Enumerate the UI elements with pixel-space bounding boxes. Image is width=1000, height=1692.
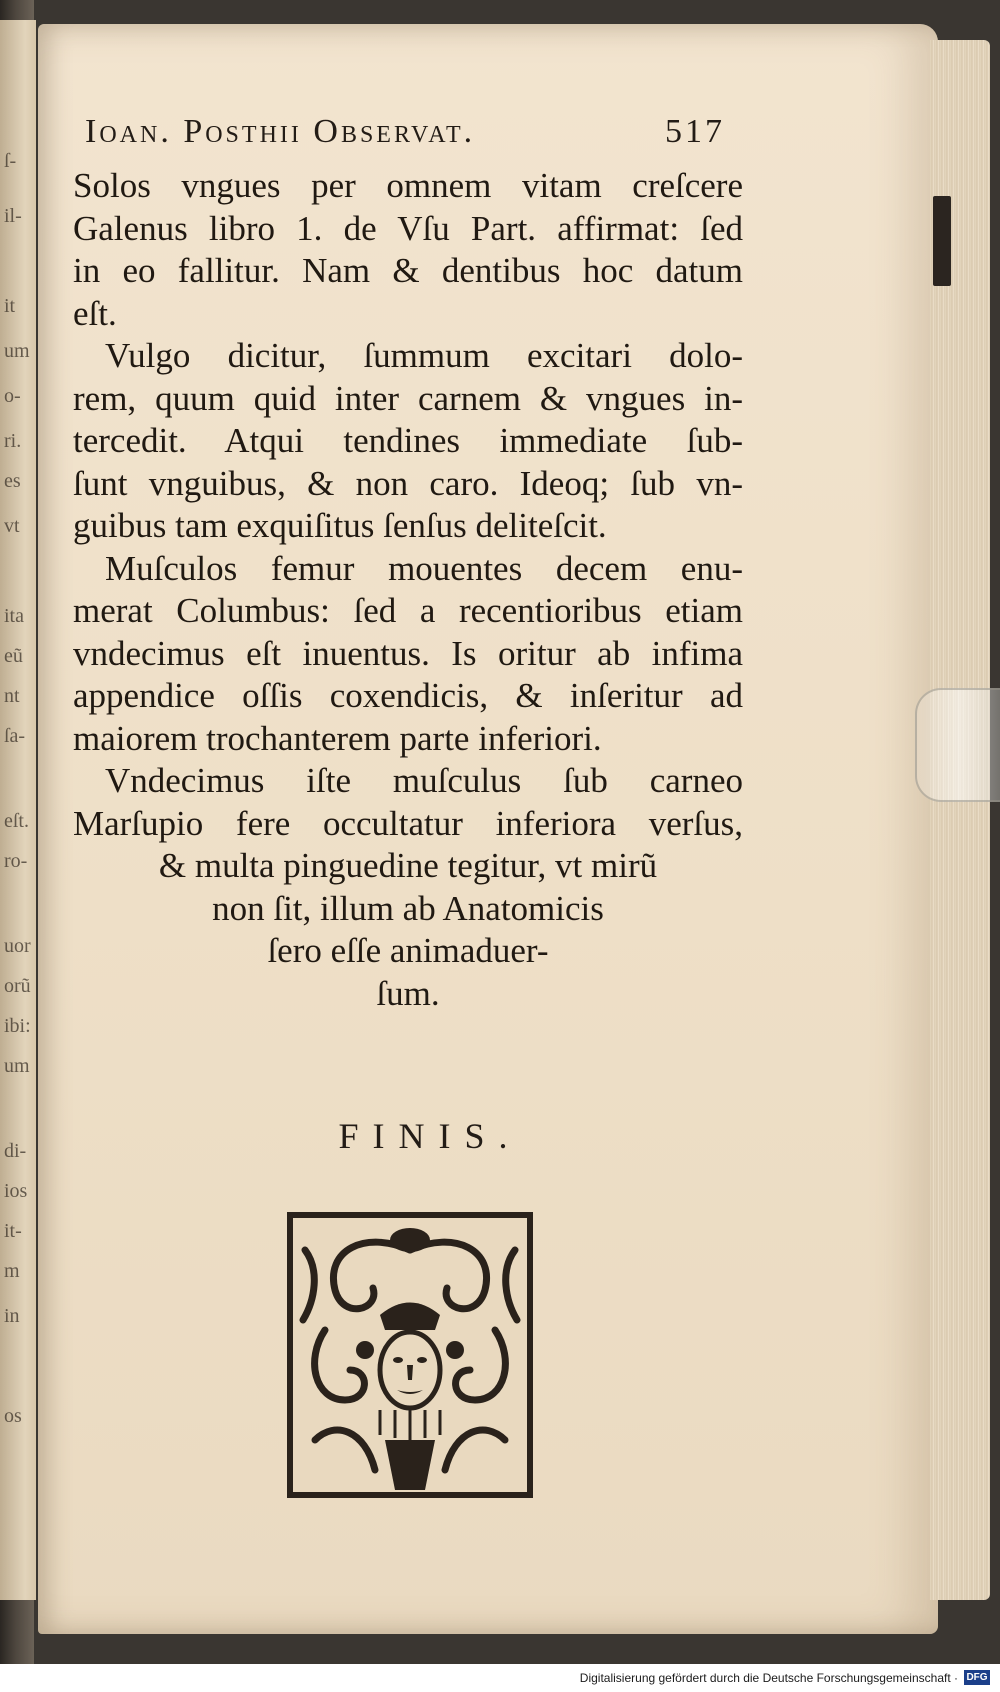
facing-page-fragment: eũ	[4, 645, 23, 667]
facing-page-fragment: uor	[4, 935, 31, 957]
finis-heading: FINIS.	[338, 1116, 522, 1156]
facing-page-fragment: in	[4, 1305, 20, 1327]
digitization-credit: Digitalisierung gefördert durch die Deutsche Forschungsgemeinschaft ·	[579, 1671, 958, 1685]
text-line: guibus tam exquiſitus ſenſus deliteſcit.	[73, 506, 607, 545]
facing-page-fragment: os	[4, 1405, 22, 1427]
text-line: ſero eſſe animaduer-	[267, 931, 549, 970]
facing-page-fragment: vt	[4, 515, 20, 537]
text-line: Solos vngues per omnem vitam creſcere	[73, 166, 743, 205]
page-clip	[915, 688, 1000, 802]
text-line: non ſit, illum ab Anatomicis	[212, 888, 604, 928]
facing-page-fragment: ibi:	[4, 1015, 31, 1037]
running-head-title: Ioan. Posthii Observat.	[85, 113, 476, 150]
text-line: appendice oſſis coxendicis, & inſeritur ad	[73, 676, 743, 715]
facing-page-fragment: nt	[4, 685, 20, 707]
dfg-logo: DFG	[964, 1670, 990, 1685]
text-line: ſum.	[376, 973, 440, 1013]
text-line: Marſupio fere occultatur inferiora verſus,	[73, 803, 743, 843]
facing-page-fragment: it	[4, 295, 16, 317]
facing-page-edge	[0, 20, 36, 1600]
text-line: Vndecimus iſte muſculus ſub carneo	[105, 761, 743, 800]
text-line: vndecimus eſt inuentus. Is oritur ab infima	[73, 633, 743, 673]
facing-page-fragment: orũ	[4, 975, 31, 997]
facing-page-fragment: ios	[4, 1180, 28, 1202]
text-line: tercedit. Atqui tendines immediate ſub-	[73, 421, 743, 460]
facing-page-fragment: di-	[4, 1140, 27, 1162]
facing-page-fragment: ita	[4, 605, 24, 627]
facing-page-fragment: il-	[4, 205, 22, 227]
facing-page-fragment: m	[4, 1260, 20, 1282]
body-text	[73, 165, 743, 1015]
facing-page-fragment: o-	[4, 385, 21, 407]
text-line: Muſculos femur mouentes decem enu-	[105, 548, 743, 588]
running-head	[85, 113, 725, 163]
text-line: Galenus libro 1. de Vſu Part. affirmat: ſed	[73, 208, 743, 248]
page-tab-marker	[933, 196, 951, 286]
facing-page-fragment: it-	[4, 1220, 22, 1242]
text-line: Vulgo dicitur, ſummum excitari dolo-	[105, 336, 743, 375]
facing-page-fragment: ri.	[4, 430, 22, 452]
facing-page-fragment: ro-	[4, 850, 28, 872]
facing-page-fragment: um	[4, 1055, 30, 1077]
text-line: merat Columbus: ſed a recentioribus etiam	[73, 591, 743, 630]
text-line: eſt.	[73, 293, 117, 333]
text-line: ſunt vnguibus, & non caro. Ideoq; ſub vn-	[73, 463, 743, 503]
facing-page-fragment: ſa-	[4, 725, 26, 747]
text-line: rem, quum quid inter carnem & vngues in-	[73, 378, 743, 418]
facing-page-fragment: ſ-	[4, 150, 17, 172]
text-line: maiorem trochanterem parte inferiori.	[73, 718, 602, 758]
text-line: & multa pinguedine tegitur, vt mirũ	[158, 846, 658, 885]
text-line: in eo fallitur. Nam & dentibus hoc datum	[73, 251, 743, 290]
woodcut-tailpiece-face	[285, 1210, 535, 1500]
facing-page-fragment: es	[4, 470, 21, 492]
facing-page-fragment: um	[4, 340, 30, 362]
facing-page-fragment: eſt.	[4, 810, 29, 832]
page-number: 517	[665, 113, 725, 150]
